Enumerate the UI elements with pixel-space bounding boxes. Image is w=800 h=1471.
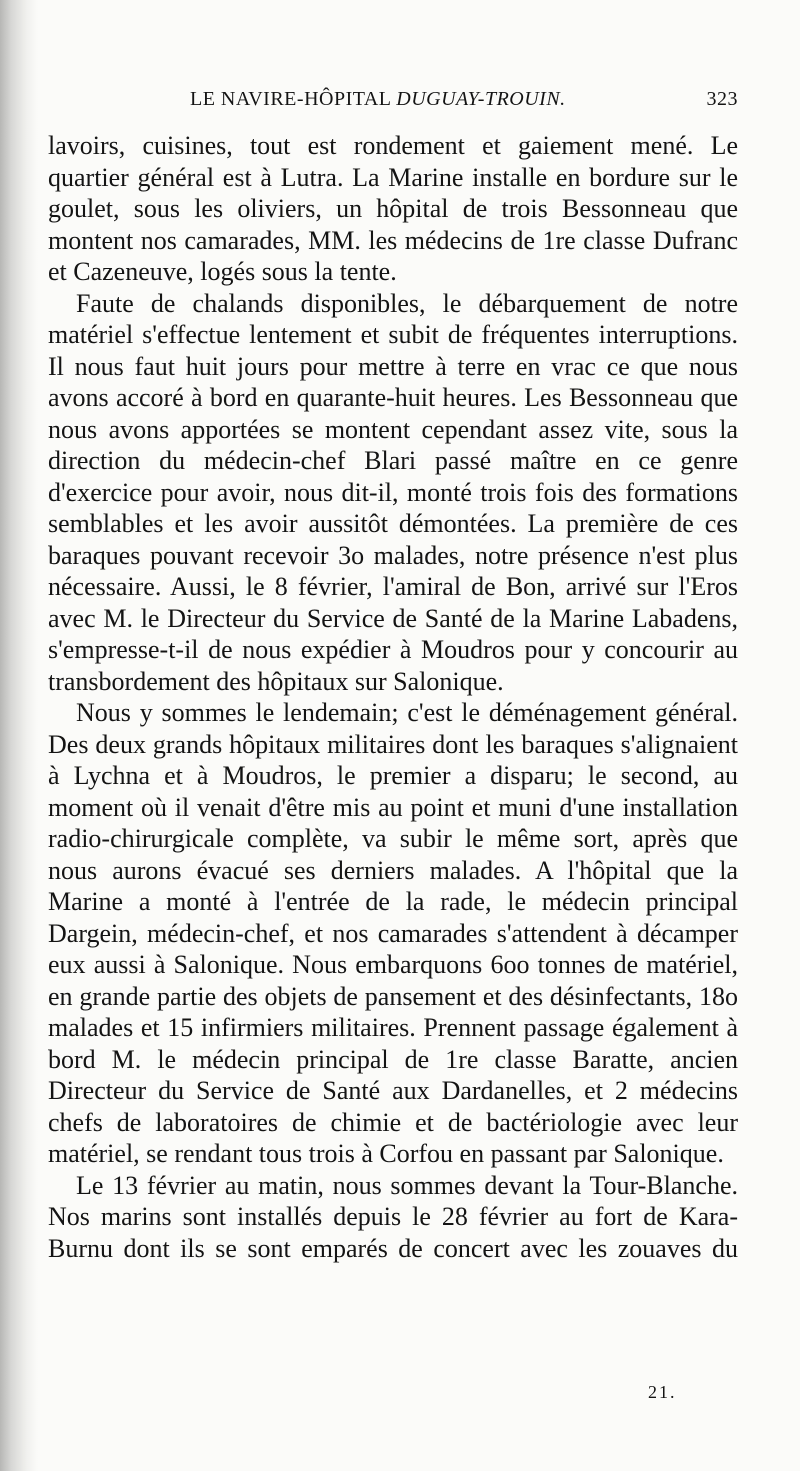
running-title	[190, 88, 566, 111]
paragraph-4: Le 13 février au matin, nous sommes devant la Tour-Blanche. Nos marins sont installés depuis le 28 février au fort de Kara-Burnu dont ils se sont emparés de concert avec les zouaves du	[48, 1170, 738, 1263]
paragraph-2: Faute de chalands disponibles, le débarquement de notre matériel s'effectue lentement et subit de fréquentes interruptions. Il nous faut huit jours pour mettre à terre en vrac ce que nous avons accoré à bord en quarante-huit heures. Les Bessonneau que nous avons apportées se montent cependant assez vite, sous la direction du médecin-chef Blari passé maître en ce genre d'exercice pour avoir, nous dit-il, monté trois fois des formations semblables et les avoir aussitôt démontées. La première de ces baraques pouvant recevoir 3o malades, notre présence n'est plus nécessaire. Aussi, le 8 février, l'amiral de Bon, arrivé sur l'Eros avec M. le Directeur du Service de Santé de la Marine Labadens, s'empresse-t-il de nous expédier à Moudros pour y concourir au transbordement des hôpitaux sur Salonique.	[48, 288, 738, 696]
body-text	[48, 130, 738, 1264]
signature-mark: 21.	[648, 1382, 677, 1402]
paragraph-1: lavoirs, cuisines, tout est rondement et gaiement mené. Le quartier général est à Lutra. La Marine installe en bordure sur le goulet, sous les oliviers, un hôpital de trois Bessonneau que montent nos camarades, MM. les médecins de 1re classe Dufranc et Cazeneuve, logés sous la tente.	[48, 131, 738, 286]
running-title-text: LE NAVIRE-HÔPITAL	[190, 88, 391, 110]
page-number: 323	[706, 88, 738, 110]
page-binding-shadow	[0, 0, 38, 1471]
paragraph-3: Nous y sommes le lendemain; c'est le déménagement général. Des deux grands hôpitaux militaires dont les baraques s'alignaient à Lychna et à Moudros, le premier a disparu; le second, au moment où il venait d'être mis au point et muni d'une installation radio-chirurgicale complète, va subir le même sort, après que nous aurons évacué ses derniers malades. A l'hôpital que la Marine a monté à l'entrée de la rade, le médecin principal Dargein, médecin-chef, et nos camarades s'attendent à décamper eux aussi à Salonique. Nous embarquons 6oo tonnes de matériel, en grande partie des objets de pansement et des désinfectants, 18o malades et 15 infirmiers militaires. Prennent passage également à bord M. le médecin principal de 1re classe Baratte, ancien Directeur du Service de Santé aux Dardanelles, et 2 médecins chefs de laboratoires de chimie et de bactériologie avec leur matériel, se rendant tous trois à Corfou en passant par Salonique.	[48, 698, 738, 1168]
running-header	[190, 88, 738, 118]
ship-name: DUGUAY-TROUIN.	[396, 88, 566, 110]
